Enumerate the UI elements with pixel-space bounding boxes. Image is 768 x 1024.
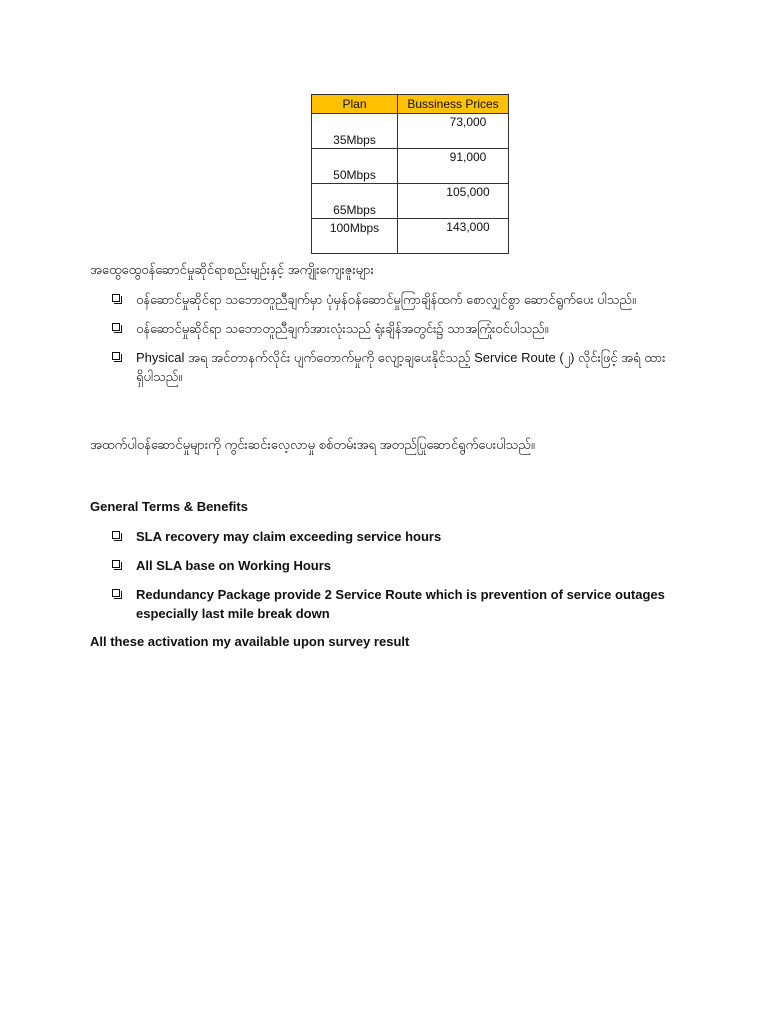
- plan-value: 50Mbps: [333, 168, 376, 182]
- english-bullet-list: [112, 527, 692, 633]
- price-table: [311, 94, 509, 254]
- price-cell: [398, 114, 509, 149]
- price-value: 91,000: [449, 150, 487, 164]
- list-item-text: Physical အရ အင်တာနက်လိုင်း ပျက်တောက်မှုကို လျော့ချပေးနိုင်သည့် Service Route (၂) လိုင်းဖြင့် အရံ ထားရှိပါသည်။: [136, 350, 666, 384]
- list-item-text: ဝန်ဆောင်မှုဆိုင်ရာ သဘောတူညီချက်အားလုံးသည် ရုံးချိန်အတွင်း၌ သာအကြုံးဝင်ပါသည်။: [136, 321, 549, 336]
- plan-cell: [312, 184, 398, 219]
- price-cell: [398, 219, 509, 254]
- price-value: 73,000: [449, 115, 487, 129]
- list-item-text: SLA recovery may claim exceeding service hours: [136, 529, 442, 544]
- list-item: [112, 527, 692, 546]
- burmese-bullet-list: [112, 290, 672, 396]
- price-cell: [398, 184, 509, 219]
- table-row: [312, 149, 509, 184]
- table-row: [312, 219, 509, 254]
- price-cell: [398, 149, 509, 184]
- list-item-text: ဝန်ဆောင်မှုဆိုင်ရာ သဘောတူညီချက်မှာ ပုံမှန်ဝန်ဆောင်မှုကြာချိန်ထက် စောလျှင်စွာ ဆောင်ရွက်ပေး ပါသည်။: [136, 292, 636, 307]
- plan-cell: [312, 149, 398, 184]
- plan-value: 35Mbps: [333, 133, 376, 147]
- list-item-text: All SLA base on Working Hours: [136, 558, 332, 573]
- plan-cell: [312, 219, 398, 254]
- header-prices: Bussiness Prices: [398, 95, 509, 114]
- burmese-closing: အထက်ပါဝန်ဆောင်မှုများကို ကွင်းဆင်းလေ့လာမှု စစ်တမ်းအရ အတည်ပြုဆောင်ရွက်ပေးပါသည်။: [90, 437, 535, 452]
- price-value: 143,000: [446, 220, 490, 234]
- checkbox-bullet-icon: [112, 589, 120, 597]
- list-item: [112, 348, 672, 386]
- plan-value: 100Mbps: [329, 221, 380, 235]
- header-plan: Plan: [312, 95, 398, 114]
- list-item: [112, 585, 692, 623]
- checkbox-bullet-icon: [112, 531, 120, 539]
- checkbox-bullet-icon: [112, 352, 120, 360]
- english-heading: General Terms & Benefits: [90, 499, 248, 514]
- plan-value: 65Mbps: [333, 203, 376, 217]
- english-closing: All these activation my available upon survey result: [90, 634, 410, 649]
- checkbox-bullet-icon: [112, 294, 120, 302]
- table-row: [312, 114, 509, 149]
- list-item: [112, 290, 672, 309]
- price-value: 105,000: [446, 185, 490, 199]
- table-header-row: [312, 95, 509, 114]
- table-row: [312, 184, 509, 219]
- checkbox-bullet-icon: [112, 323, 120, 331]
- list-item: [112, 319, 672, 338]
- list-item-text: Redundancy Package provide 2 Service Route which is prevention of service outages especially last mile break down: [136, 587, 665, 621]
- checkbox-bullet-icon: [112, 560, 120, 568]
- plan-cell: [312, 114, 398, 149]
- burmese-heading: အထွေထွေဝန်ဆောင်မှုဆိုင်ရာစည်းမျဉ်းနှင့် အကျိုးကျေးဇူးများ: [90, 262, 374, 277]
- list-item: [112, 556, 692, 575]
